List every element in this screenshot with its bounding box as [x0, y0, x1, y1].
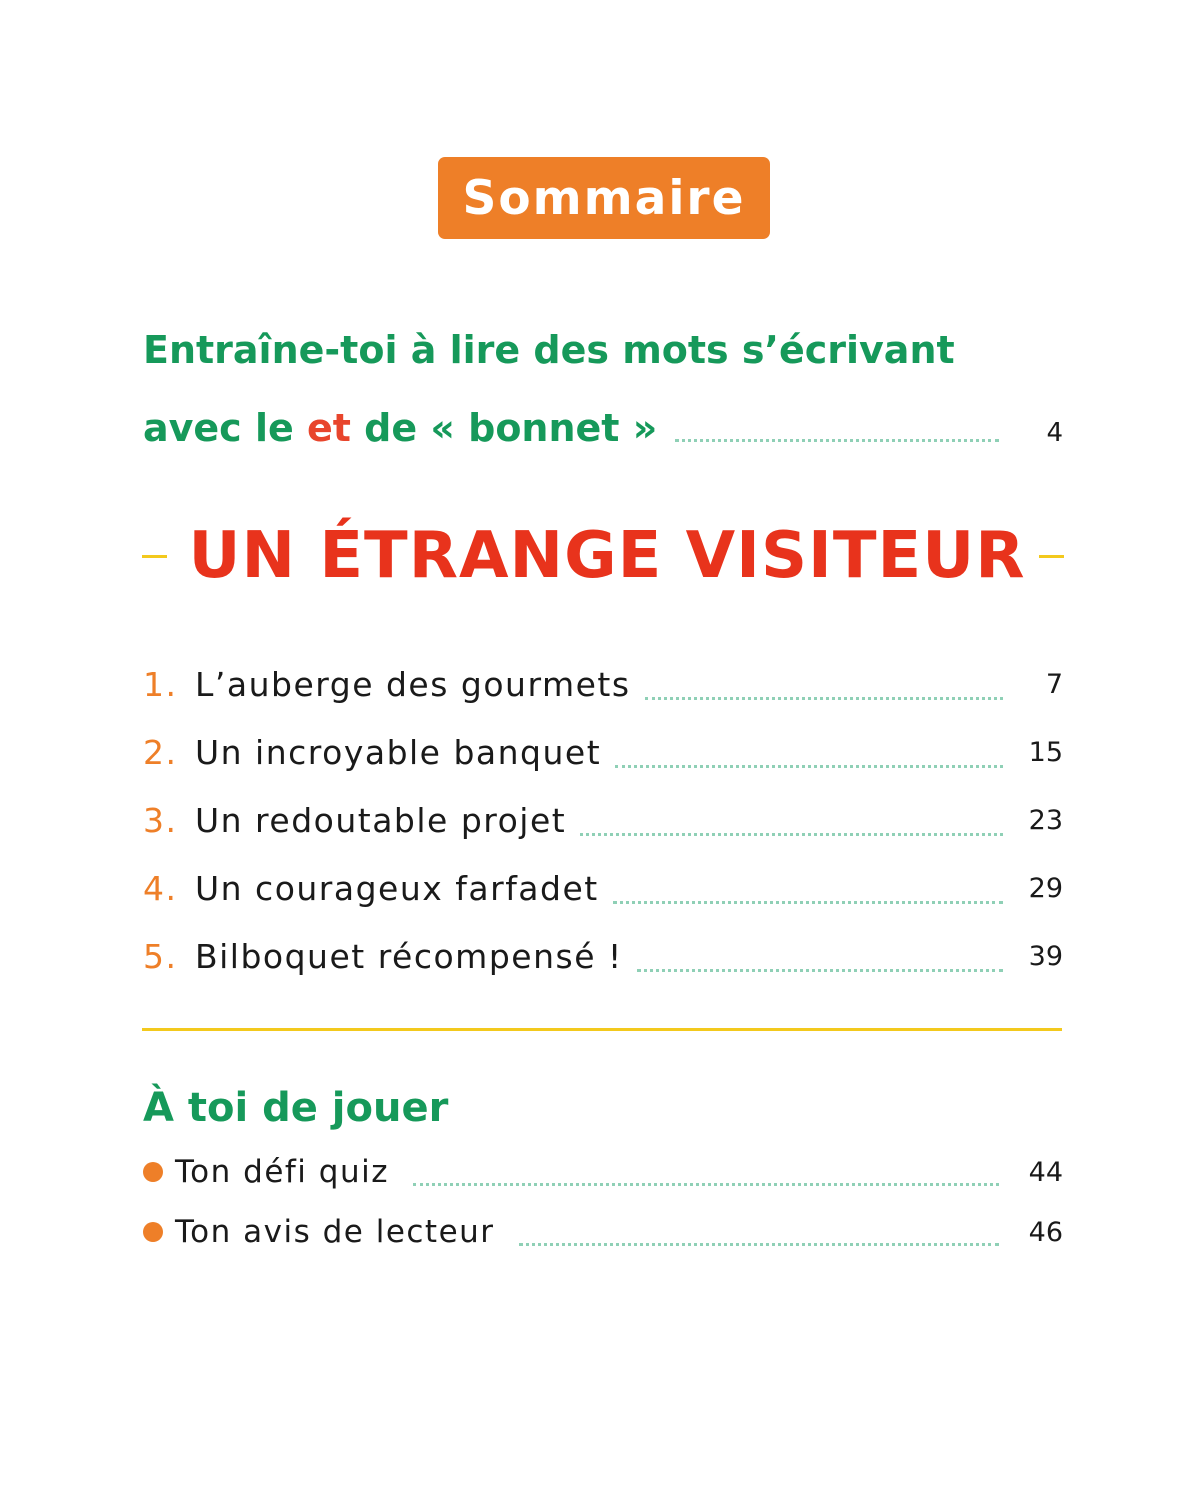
chapter-number: 3. [143, 800, 178, 840]
chapter-entry[interactable] [143, 922, 1063, 990]
page-number: 29 [1028, 872, 1063, 904]
page-title: Sommaire [438, 157, 770, 239]
activity-entry[interactable] [143, 1142, 1063, 1202]
bullet-dot-icon [143, 1162, 163, 1182]
chapter-title: Bilboquet récompensé ! [195, 936, 623, 976]
page-number: 46 [1028, 1216, 1063, 1248]
activity-title: Ton défi quiz [175, 1154, 389, 1190]
chapter-entry[interactable] [143, 786, 1063, 854]
activity-list [143, 1142, 1063, 1262]
chapter-list [143, 650, 1063, 990]
chapter-number: 4. [143, 868, 178, 908]
title-rule-right [1039, 555, 1064, 558]
intro-line-1: Entraîne-toi à lire des mots s’écrivant [143, 328, 955, 372]
intro-line-2 [143, 403, 1063, 453]
chapter-title: Un redoutable projet [195, 800, 567, 840]
page-number: 23 [1028, 804, 1063, 836]
dot-leader [413, 1183, 999, 1186]
highlight-sound: et [306, 406, 351, 450]
page-number: 44 [1028, 1156, 1063, 1188]
chapter-number: 5. [143, 936, 178, 976]
intro-text: avec le et de « bonnet » [143, 406, 658, 450]
dot-leader [613, 901, 1003, 904]
page-number: 15 [1028, 736, 1063, 768]
section-divider [142, 1028, 1062, 1031]
dot-leader [519, 1243, 999, 1246]
activity-title: Ton avis de lecteur [175, 1214, 495, 1250]
page-number: 4 [1046, 418, 1063, 448]
dot-leader [675, 439, 999, 442]
chapter-entry[interactable] [143, 854, 1063, 922]
dot-leader [645, 697, 1003, 700]
page-number: 39 [1028, 940, 1063, 972]
story-title-row [142, 512, 1064, 600]
title-rule-left [142, 555, 167, 558]
dot-leader [615, 765, 1003, 768]
section-title: À toi de jouer [143, 1085, 449, 1131]
dot-leader [580, 833, 1003, 836]
story-title: UN ÉTRANGE VISITEUR [188, 519, 1026, 593]
chapter-title: L’auberge des gourmets [195, 664, 631, 704]
chapter-number: 1. [143, 664, 178, 704]
chapter-entry[interactable] [143, 718, 1063, 786]
chapter-title: Un courageux farfadet [195, 868, 599, 908]
chapter-title: Un incroyable banquet [195, 732, 602, 772]
chapter-number: 2. [143, 732, 178, 772]
dot-leader [637, 969, 1003, 972]
activity-entry[interactable] [143, 1202, 1063, 1262]
chapter-entry[interactable] [143, 650, 1063, 718]
bullet-dot-icon [143, 1222, 163, 1242]
page-number: 7 [1045, 668, 1063, 700]
